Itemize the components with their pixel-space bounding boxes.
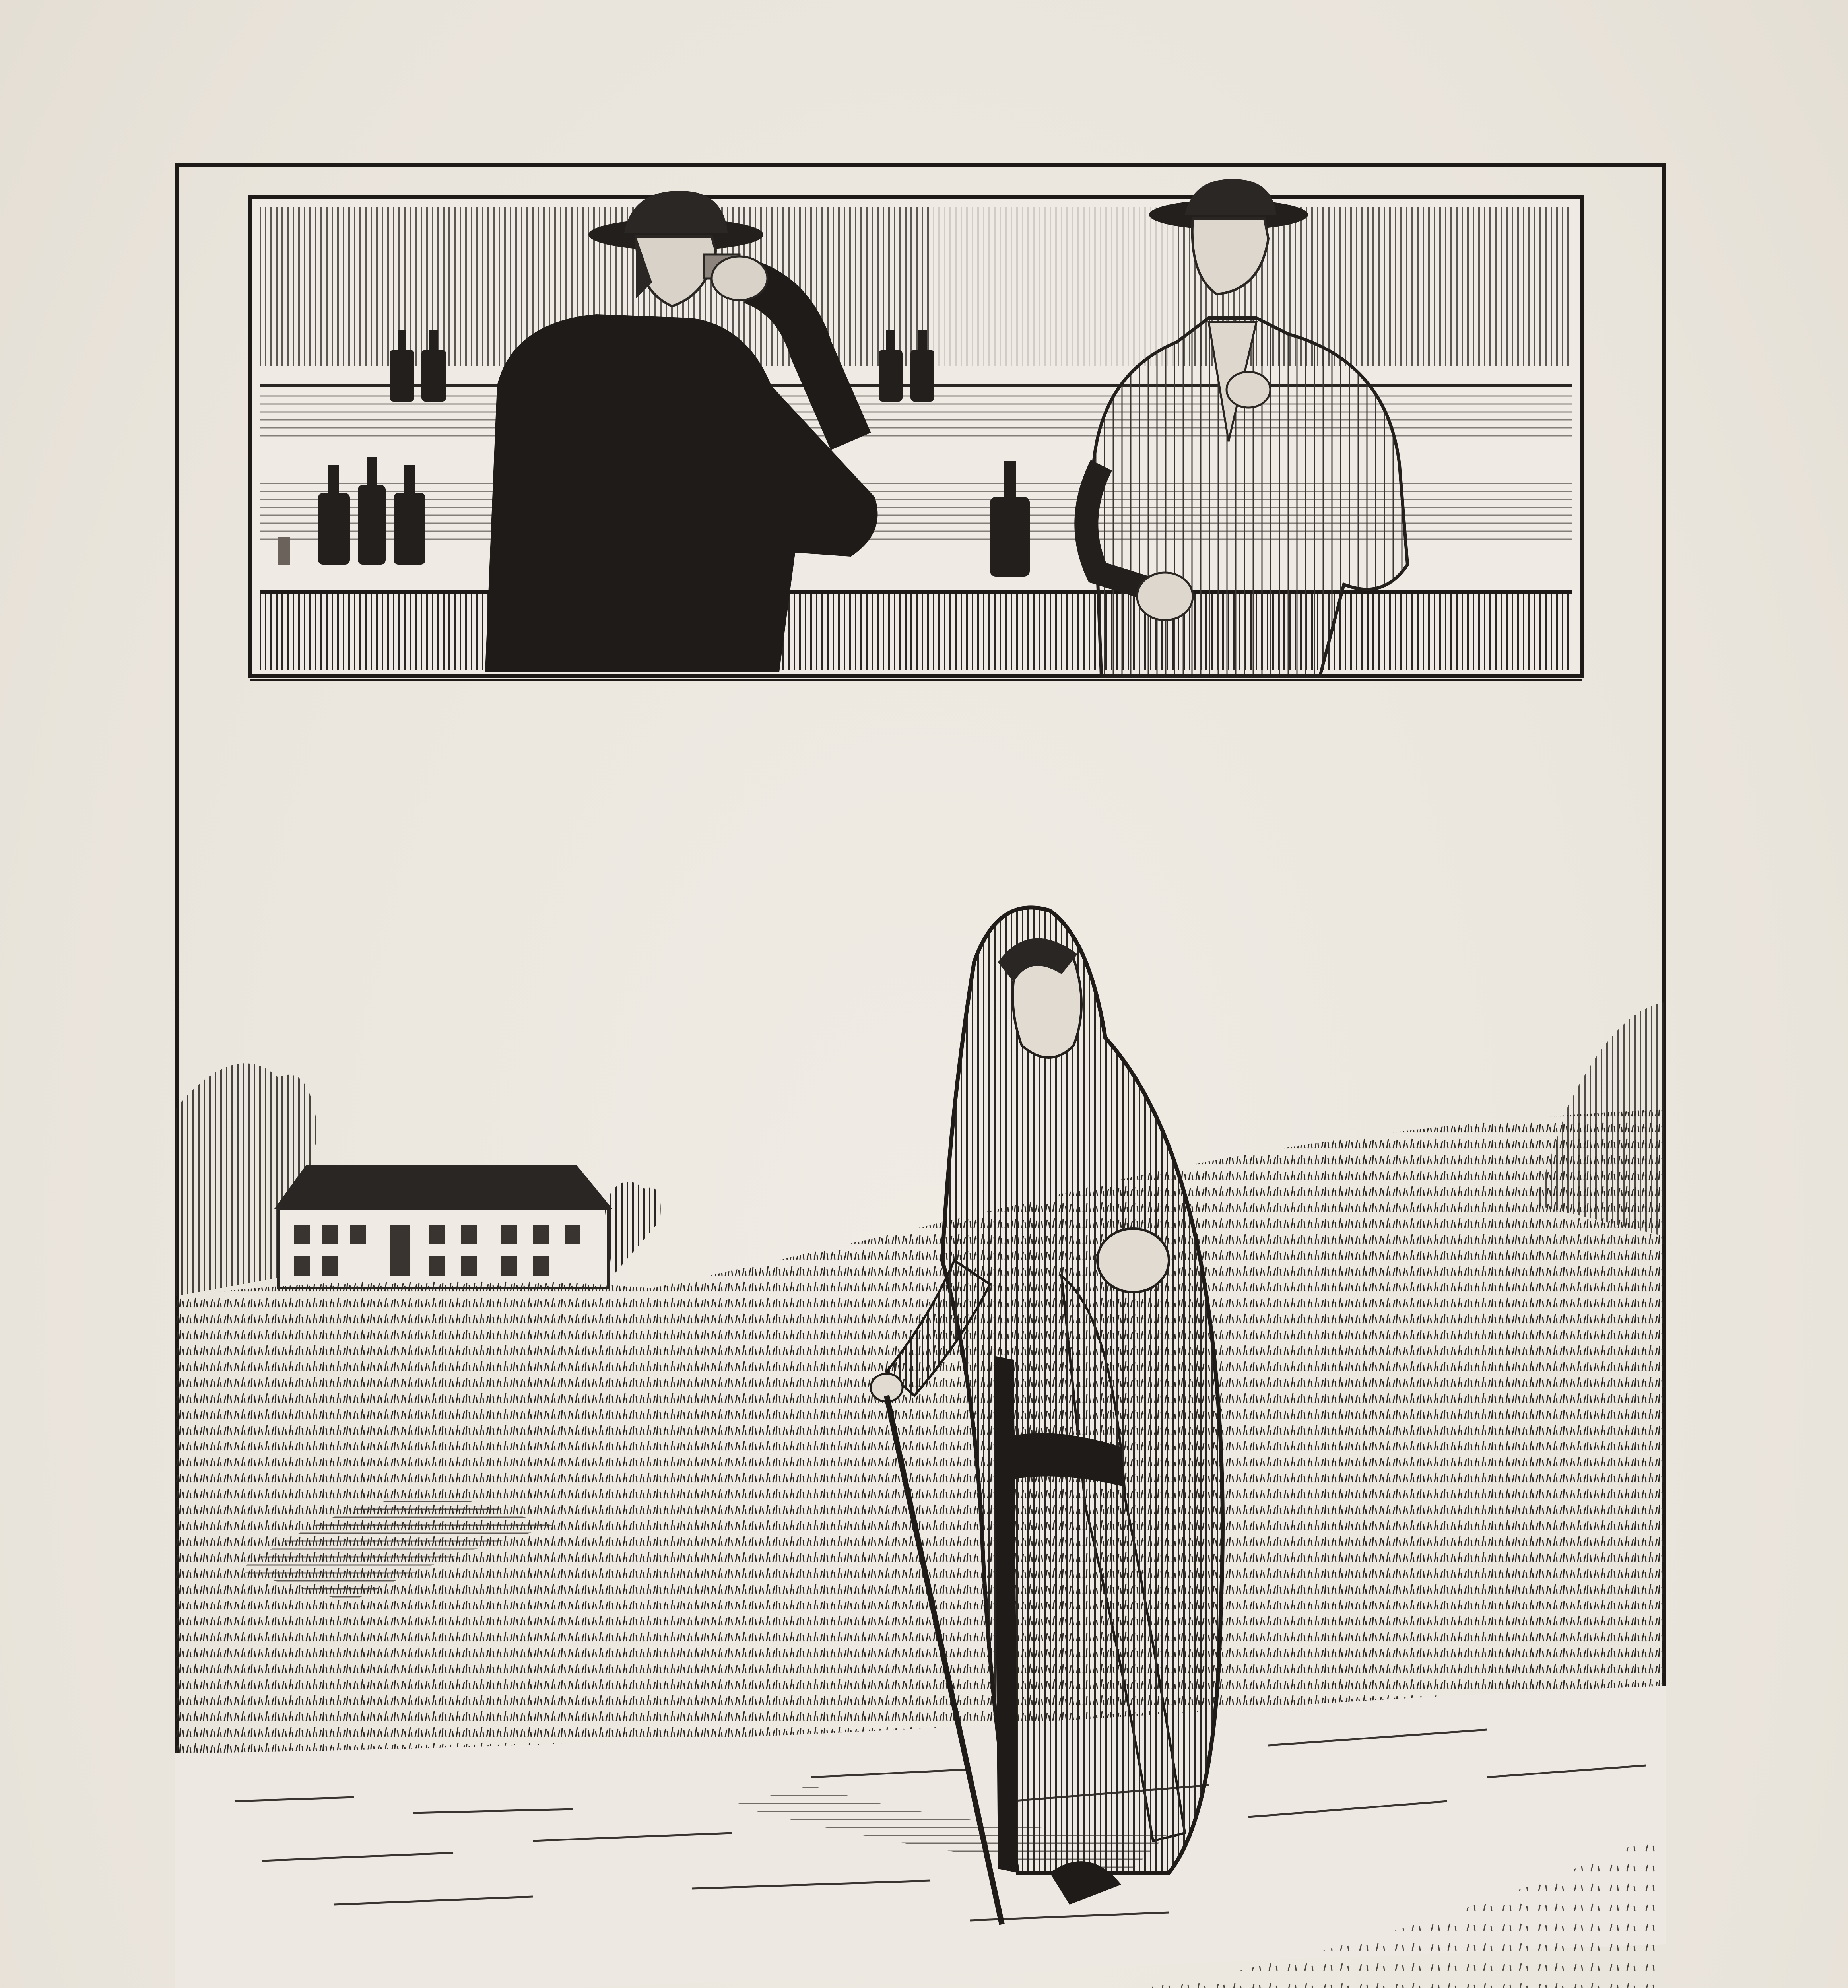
poorhouse-building — [274, 1165, 661, 1288]
country-scene — [175, 907, 1666, 1988]
illustration — [175, 163, 1670, 1988]
